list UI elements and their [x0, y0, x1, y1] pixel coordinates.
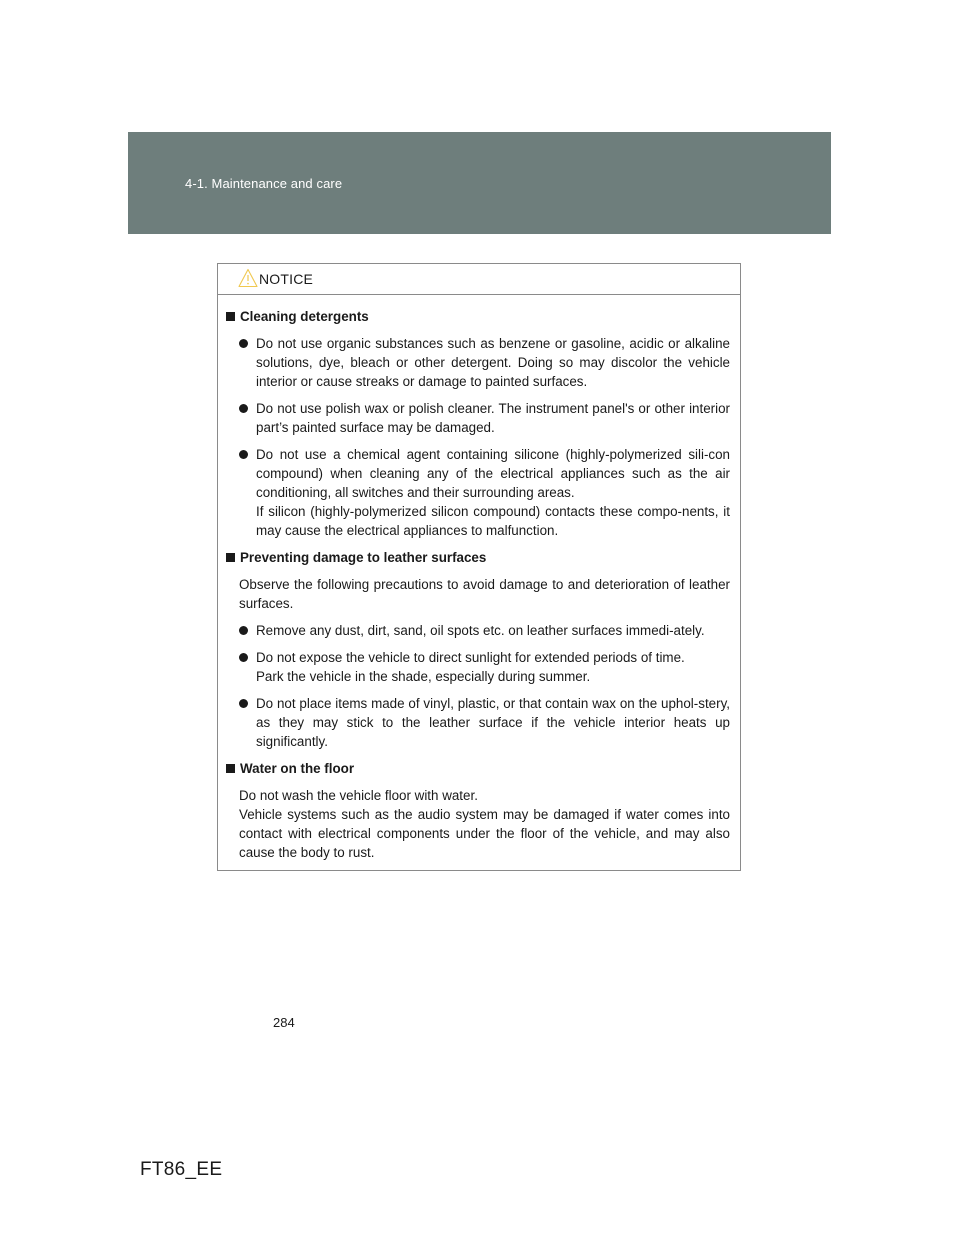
square-bullet-icon	[226, 764, 235, 773]
round-bullet-icon	[239, 339, 248, 348]
bullet-text: Do not place items made of vinyl, plastic, or that contain wax on the uphol-stery, as they may stick to the leather surface if the vehicle interior heats up significantly.	[256, 696, 730, 749]
section-heading-water-on-floor	[226, 759, 730, 778]
list-item	[226, 621, 730, 640]
heading-text: Preventing damage to leather surfaces	[240, 550, 487, 565]
bullet-text: Do not use polish wax or polish cleaner. The instrument panel's or other interior part’s painted surface may be damaged.	[256, 401, 730, 435]
body-paragraph	[226, 786, 730, 862]
section-title: 4-1. Maintenance and care	[185, 176, 343, 191]
list-item	[226, 445, 730, 540]
notice-title: NOTICE	[259, 271, 314, 287]
list-item	[226, 648, 730, 686]
square-bullet-icon	[226, 312, 235, 321]
notice-body	[218, 295, 740, 862]
bullet-text: Do not expose the vehicle to direct sunlight for extended periods of time.	[256, 650, 685, 665]
warning-triangle-icon	[238, 268, 258, 288]
bullet-text-continued: Park the vehicle in the shade, especially during summer.	[256, 669, 591, 684]
section-heading-cleaning-detergents	[226, 307, 730, 326]
intro-paragraph: Observe the following precautions to avoid damage to and deterioration of leather surfaces.	[239, 577, 730, 611]
round-bullet-icon	[239, 653, 248, 662]
square-bullet-icon	[226, 553, 235, 562]
round-bullet-icon	[239, 404, 248, 413]
list-item	[226, 694, 730, 751]
header-band	[128, 132, 831, 234]
paragraph-line: Do not wash the vehicle floor with water.	[239, 788, 478, 803]
round-bullet-icon	[239, 699, 248, 708]
heading-text: Water on the floor	[240, 761, 355, 776]
list-item	[226, 334, 730, 391]
round-bullet-icon	[239, 626, 248, 635]
bullet-text: Remove any dust, dirt, sand, oil spots etc. on leather surfaces immedi-ately.	[256, 623, 705, 638]
document-code: FT86_EE	[140, 1159, 223, 1180]
page-number: 284	[273, 1015, 295, 1030]
paragraph-line: Vehicle systems such as the audio system may be damaged if water comes into contact with electrical components under the floor of the vehicle, and may also cause the body to rust.	[239, 807, 730, 860]
bullet-text: Do not use organic substances such as benzene or gasoline, acidic or alkaline solutions, dye, bleach or other detergent. Doing so may discolor the vehicle interior or cause streaks or damage to painted surfaces.	[256, 336, 730, 389]
bullet-text-continued: If silicon (highly-polymerized silicon compound) contacts these compo-nents, it may cause the electrical appliances to malfunction.	[256, 504, 730, 538]
notice-header	[218, 264, 740, 295]
heading-text: Cleaning detergents	[240, 309, 369, 324]
round-bullet-icon	[239, 450, 248, 459]
notice-box	[217, 263, 741, 871]
list-item	[226, 399, 730, 437]
bullet-text: Do not use a chemical agent containing silicone (highly-polymerized sili-con compound) when cleaning any of the electrical appliances such as the air conditioning, all switches and their surrounding areas.	[256, 447, 730, 500]
section-heading-leather-surfaces	[226, 548, 730, 567]
